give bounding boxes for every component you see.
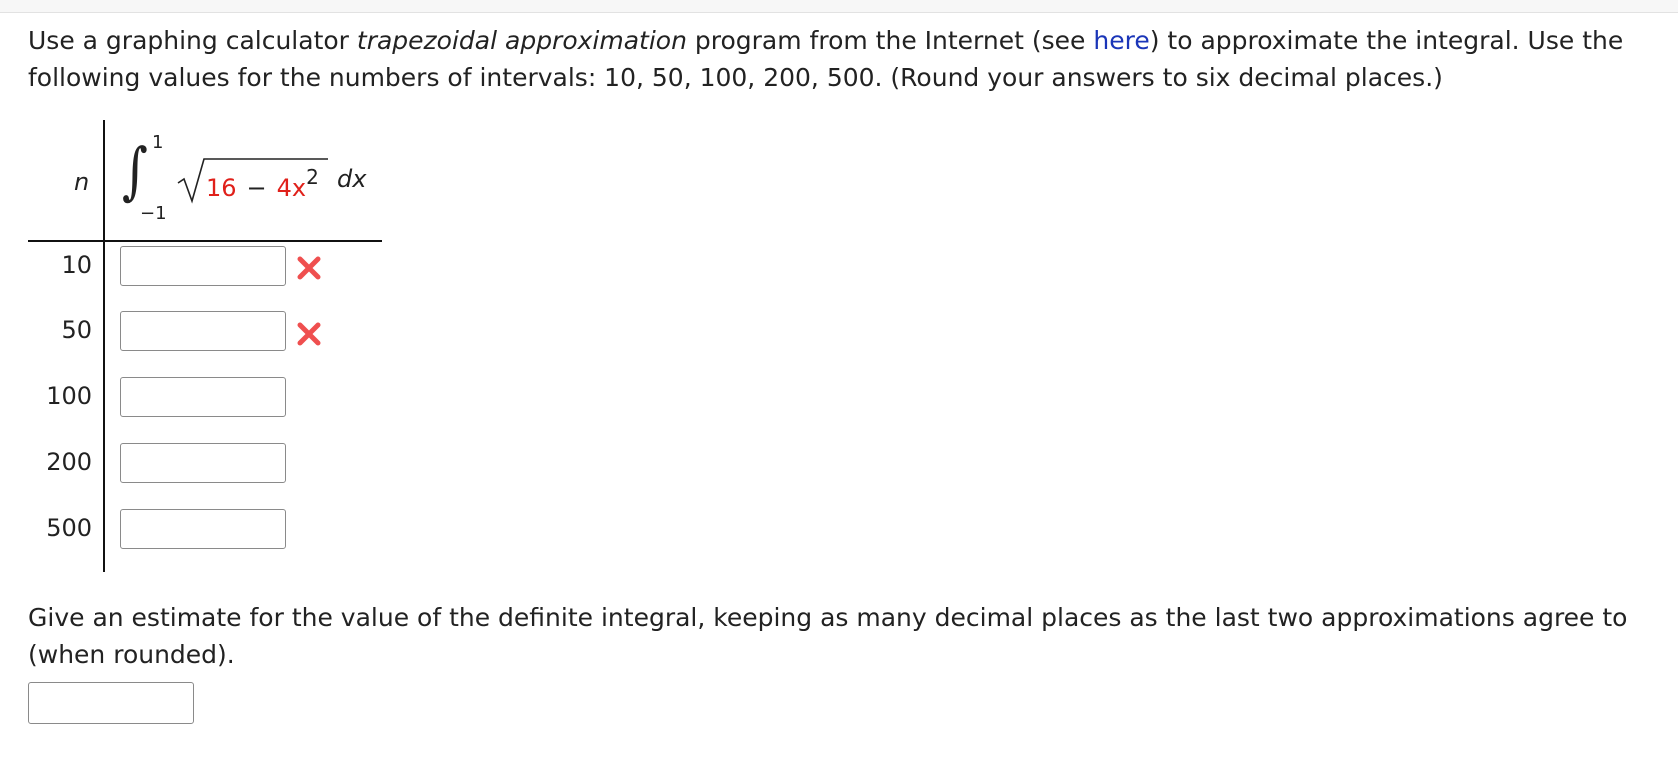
question-text-middle: program from the Internet (see: [686, 26, 1094, 55]
radicand-exponent: 2: [306, 165, 319, 189]
question-text-after: ) to approximate the integral. Use the following values for the numbers of intervals: 10, 50, 100, 200, 500. (Round your answers to six decimal places.): [28, 26, 1624, 92]
n-value-100: 100: [46, 382, 92, 410]
answer-input-n500[interactable]: [120, 509, 286, 549]
table-vertical-rule: [103, 120, 105, 572]
n-value-10: 10: [61, 251, 92, 279]
radicand-constant: 16: [206, 174, 237, 202]
x-mark-icon: [295, 320, 323, 348]
question-text: [28, 22, 1658, 96]
estimate-prompt: Give an estimate for the value of the definite integral, keeping as many decimal places as the last two approximations agree to (when rounded).: [28, 603, 1628, 669]
n-value-500: 500: [46, 514, 92, 542]
question-italic-term: trapezoidal approximation: [356, 26, 687, 55]
answer-input-n100[interactable]: [120, 377, 286, 417]
radicand-operator: −: [246, 174, 267, 202]
table-header-rule: [28, 240, 382, 242]
radicand-term: 4x: [276, 174, 307, 202]
n-value-200: 200: [46, 448, 92, 476]
answer-input-n200[interactable]: [120, 443, 286, 483]
answer-input-n10[interactable]: [120, 246, 286, 286]
n-value-50: 50: [61, 316, 92, 344]
integral-sign: ∫: [122, 134, 148, 207]
n-column-header: n: [74, 168, 90, 196]
here-link[interactable]: here: [1093, 26, 1150, 55]
integral-upper-limit: 1: [152, 132, 164, 153]
differential: dx: [337, 165, 367, 193]
estimate-input[interactable]: [28, 682, 194, 724]
top-divider: [0, 0, 1678, 13]
question-text-before: Use a graphing calculator: [28, 26, 357, 55]
radicand: [206, 165, 319, 202]
x-mark-icon: [295, 254, 323, 282]
integral-lower-limit: −1: [140, 203, 167, 224]
answer-input-n50[interactable]: [120, 311, 286, 351]
